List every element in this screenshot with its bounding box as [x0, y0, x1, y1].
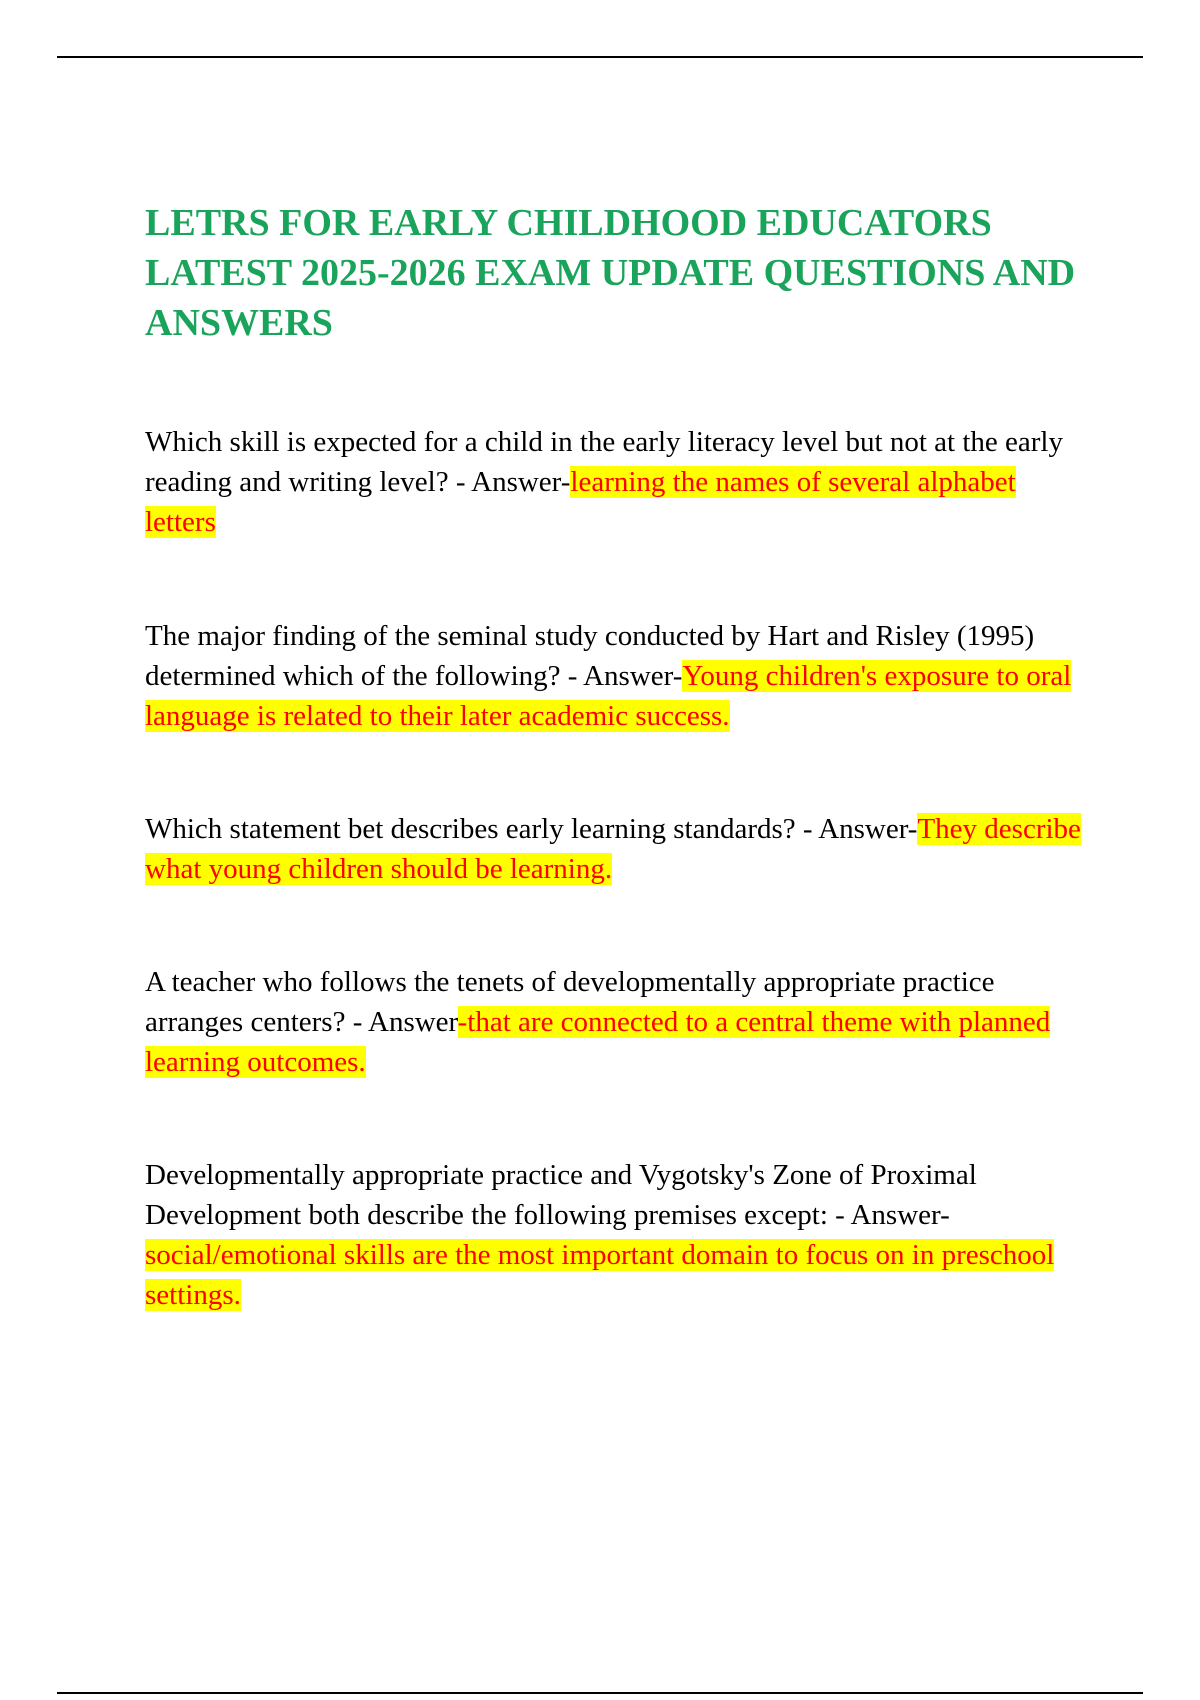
answer-text: social/emotional skills are the most important domain to focus on in preschool settings.	[145, 1239, 1055, 1311]
qa-item	[145, 1155, 1090, 1315]
answer-text: -that are connected to a central theme with planned learning outcomes.	[145, 1006, 1051, 1078]
qa-item	[145, 809, 1090, 889]
question-text: Which statement bet describes early learning standards? - Answer-	[145, 813, 918, 845]
question-text: Which skill is expected for a child in the early literacy level but not at the early reading and writing level? - Answer-	[145, 426, 1063, 498]
qa-item	[145, 616, 1090, 736]
qa-item	[145, 962, 1090, 1082]
top-rule	[57, 56, 1143, 58]
answer-text: Young children's exposure to oral language is related to their later academic success.	[145, 660, 1072, 732]
document-title: LETRS FOR EARLY CHILDHOOD EDUCATORS LATEST 2025-2026 EXAM UPDATE QUESTIONS AND ANSWERS	[145, 202, 1076, 344]
qa-item	[145, 422, 1090, 542]
question-text: Developmentally appropriate practice and Vygotsky's Zone of Proximal Development both describe the following premises except: - Answer-	[145, 1159, 977, 1231]
answer-text: They describe what young children should be learning.	[145, 813, 1081, 885]
question-text: The major finding of the seminal study conducted by Hart and Risley (1995) determined which of the following? - Answer-	[145, 620, 1035, 692]
question-text: A teacher who follows the tenets of developmentally appropriate practice arranges centers? - Answer	[145, 966, 995, 1038]
bottom-rule	[57, 1692, 1143, 1694]
answer-text: learning the names of several alphabet letters	[145, 466, 1016, 538]
